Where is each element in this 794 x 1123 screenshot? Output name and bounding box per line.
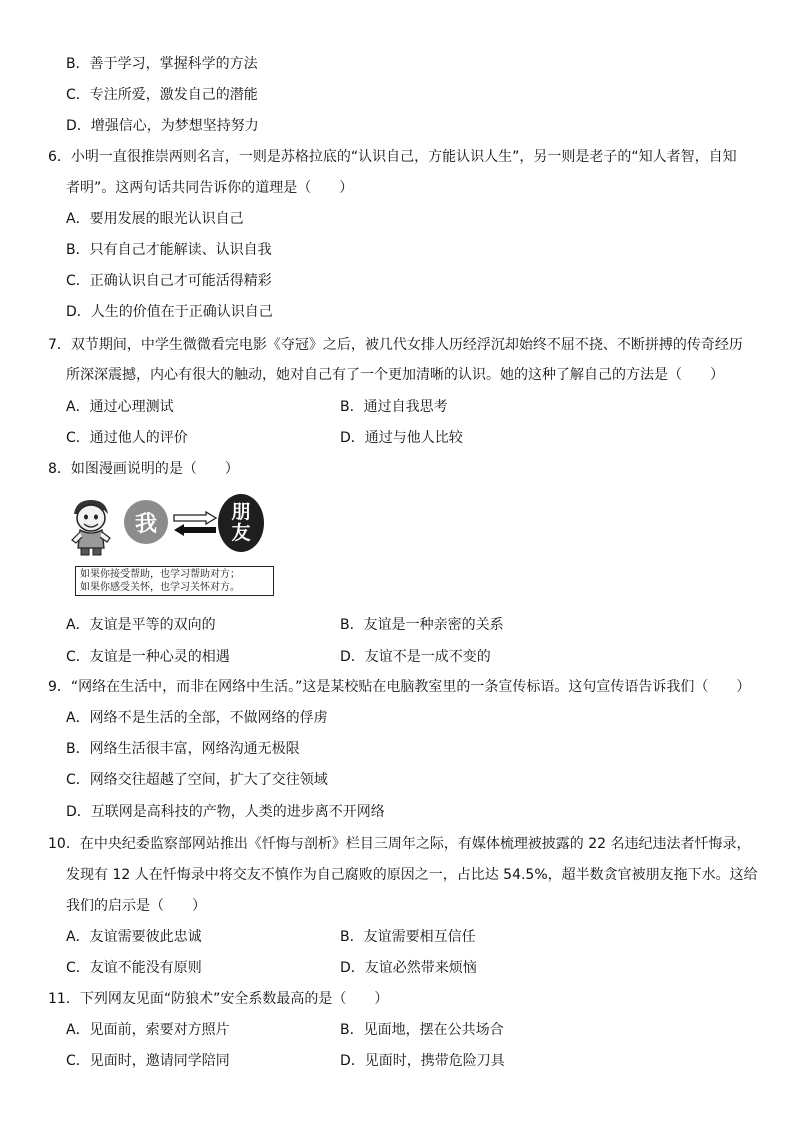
self-label: 我 xyxy=(134,511,157,537)
friend-label-bottom: 友 xyxy=(231,522,251,544)
friendship-cartoon xyxy=(66,492,278,600)
q5-option-b: B．善于学习，掌握科学的方法 xyxy=(66,56,258,72)
q9-stem: 9．“网络在生活中，而非在网络中生活。”这是某校贴在电脑教室里的一条宣传标语。这句宣传语告诉我们（ ） xyxy=(48,679,751,695)
q10-option-a: A．友谊需要彼此忠诚 xyxy=(66,929,202,945)
q11-option-d: D．见面时，携带危险刀具 xyxy=(340,1053,505,1069)
cartoon-boy-icon xyxy=(66,496,116,558)
caption-line1: 如果你接受帮助，也学习帮助对方； xyxy=(80,569,240,580)
q6-option-d: D．人生的价值在于正确认识自己 xyxy=(66,304,273,320)
caption-line2: 如果你感受关怀，也学习关怀对方。 xyxy=(80,582,240,593)
q7-option-d: D．通过与他人比较 xyxy=(340,430,463,446)
q8-stem: 8．如图漫画说明的是（ ） xyxy=(48,461,239,477)
q10-stem-line1: 10．在中央纪委监察部网站推出《忏悔与剖析》栏目三周年之际，有媒体梳理被披露的 22 名违纪违法者忏悔录， xyxy=(48,836,751,852)
q5-option-c: C．专注所爱，激发自己的潜能 xyxy=(66,87,258,103)
q7-option-c: C．通过他人的评价 xyxy=(66,430,188,446)
friend-circle xyxy=(218,494,264,552)
q11-option-a: A．见面前，索要对方照片 xyxy=(66,1022,230,1038)
q6-stem-line2: 者明”。这两句话共同告诉你的道理是（ ） xyxy=(66,180,354,196)
q10-option-d: D．友谊必然带来烦恼 xyxy=(340,960,477,976)
q11-stem: 11．下列网友见面“防狼术”安全系数最高的是（ ） xyxy=(48,991,389,1007)
q11-option-b: B．见面地，摆在公共场合 xyxy=(340,1022,504,1038)
q9-option-d: D．互联网是高科技的产物，人类的进步离不开网络 xyxy=(66,804,385,820)
q6-option-c: C．正确认识自己才可能活得精彩 xyxy=(66,273,272,289)
q9-option-c: C．网络交往超越了空间，扩大了交往领域 xyxy=(66,772,328,788)
q6-option-b: B．只有自己才能解读、认识自我 xyxy=(66,242,272,258)
q10-stem-line2: 发现有 12 人在忏悔录中将交友不慎作为自己腐败的原因之一，占比达 54.5%，超半数贪官被朋友拖下水。这给 xyxy=(66,867,758,883)
q7-option-b: B．通过自我思考 xyxy=(340,399,448,415)
self-circle xyxy=(124,500,168,544)
friend-label-top: 朋 xyxy=(231,501,251,523)
cartoon-caption xyxy=(75,566,274,596)
q8-option-a: A．友谊是平等的双向的 xyxy=(66,617,216,633)
q9-option-b: B．网络生活很丰富，网络沟通无极限 xyxy=(66,741,300,757)
q9-option-a: A．网络不是生活的全部，不做网络的俘虏 xyxy=(66,710,328,726)
q7-stem-line1: 7．双节期间，中学生微微看完电影《夺冠》之后，被几代女排人历经浮沉却始终不屈不挠、不断拼搏的传奇经历 xyxy=(48,337,743,353)
exchange-arrows-icon xyxy=(172,511,218,537)
q10-option-c: C．友谊不能没有原则 xyxy=(66,960,202,976)
q8-option-c: C．友谊是一种心灵的相遇 xyxy=(66,649,230,665)
q5-option-d: D．增强信心，为梦想坚持努力 xyxy=(66,118,259,134)
q7-stem-line2: 所深深震撼，内心有很大的触动，她对自己有了一个更加清晰的认识。她的这种了解自己的方法是（ ） xyxy=(66,367,724,383)
q8-option-d: D．友谊不是一成不变的 xyxy=(340,649,491,665)
q11-option-c: C．见面时，邀请同学陪同 xyxy=(66,1053,230,1069)
q6-stem-line1: 6．小明一直很推崇两则名言，一则是苏格拉底的“认识自己，方能认识人生”，另一则是老子的“知人者智，自知 xyxy=(48,149,737,165)
q6-option-a: A．要用发展的眼光认识自己 xyxy=(66,211,244,227)
q10-stem-line3: 我们的启示是（ ） xyxy=(66,898,206,914)
q7-option-a: A．通过心理测试 xyxy=(66,399,174,415)
q10-option-b: B．友谊需要相互信任 xyxy=(340,929,476,945)
q8-option-b: B．友谊是一种亲密的关系 xyxy=(340,617,504,633)
